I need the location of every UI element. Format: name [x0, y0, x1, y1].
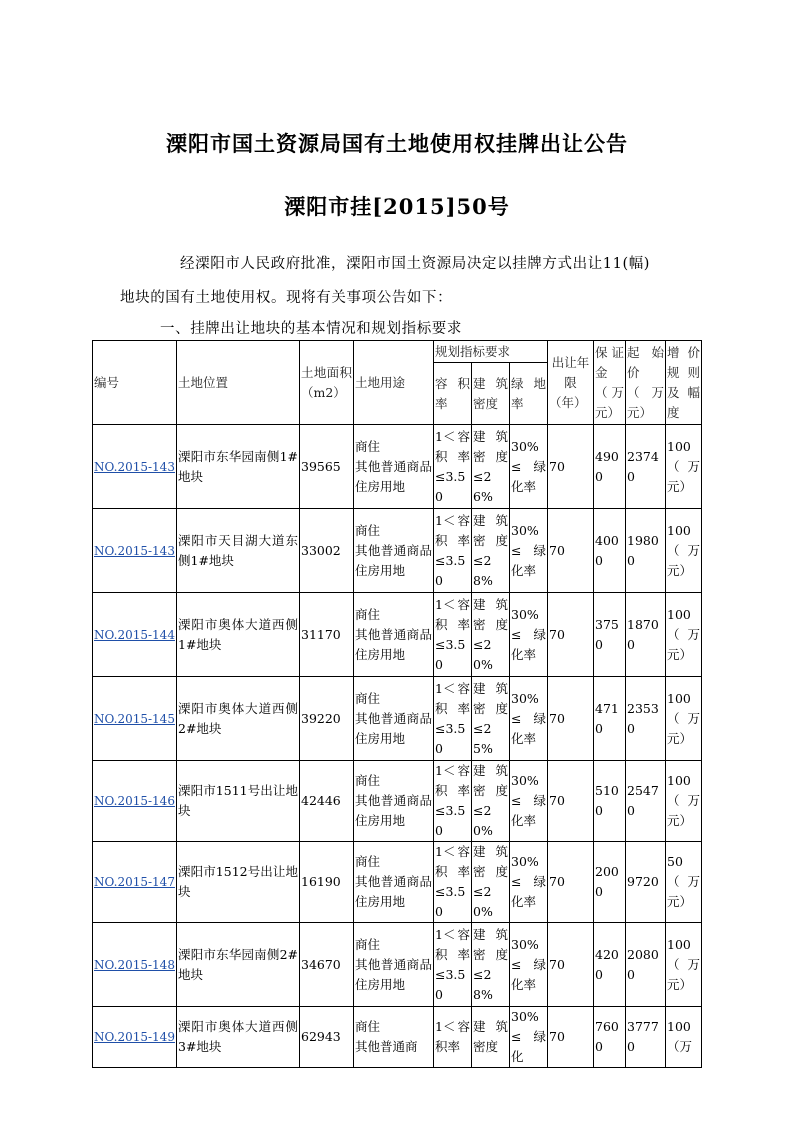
row-area: 42446	[300, 761, 354, 842]
row-use-type: 商住	[355, 773, 381, 788]
row-area: 62943	[300, 1007, 354, 1068]
row-increment: 100（万元）	[666, 923, 702, 1007]
header-area: 土地面积（m2）	[300, 341, 354, 425]
row-far: 1＜容积率≤3.50	[434, 842, 472, 923]
table-row	[93, 761, 702, 842]
row-use-detail: 其他普通商品住房用地	[355, 793, 432, 828]
row-far: 1＜容积率≤3.50	[434, 509, 472, 593]
row-green: 30%≤绿化率	[510, 593, 548, 677]
row-location: 溧阳市东华园南侧1#地块	[177, 425, 300, 509]
table-row	[93, 509, 702, 593]
row-location: 溧阳市奥体大道西侧1#地块	[177, 593, 300, 677]
row-density: 建筑密度	[472, 1007, 510, 1068]
intro-line-2: 地块的国有土地使用权。现将有关事项公告如下：	[120, 290, 453, 306]
row-id-link[interactable]: NO.2015-145	[94, 711, 175, 726]
document-number: 溧阳市挂[2015]50号	[284, 194, 510, 219]
row-area: 39220	[300, 677, 354, 761]
row-term: 70	[548, 842, 594, 923]
row-start-price: 9720	[626, 842, 666, 923]
row-green: 30%≤绿化	[510, 1007, 548, 1068]
row-density: 建筑密度≤20%	[472, 761, 510, 842]
row-area: 31170	[300, 593, 354, 677]
row-id-link[interactable]: NO.2015-149	[94, 1030, 175, 1044]
row-far: 1＜容积率≤3.50	[434, 425, 472, 509]
table-row	[93, 425, 702, 509]
row-id-cell	[93, 509, 177, 593]
row-id-cell	[93, 593, 177, 677]
header-planning: 规划指标要求	[434, 341, 548, 363]
row-use-detail: 其他普通商品住房用地	[355, 542, 432, 578]
row-use-cell	[354, 509, 434, 593]
row-term: 70	[548, 761, 594, 842]
row-area: 16190	[300, 842, 354, 923]
row-start-price: 25470	[626, 761, 666, 842]
header-start-price: 起始价（万元）	[626, 341, 666, 425]
row-id-cell	[93, 761, 177, 842]
row-use-type: 商住	[355, 936, 381, 952]
row-density: 建筑密度≤26%	[472, 425, 510, 509]
row-start-price: 37770	[626, 1007, 666, 1068]
row-use-type: 商住	[355, 1019, 381, 1034]
row-location: 溧阳市奥体大道西侧3#地块	[177, 1007, 300, 1068]
row-id-cell	[93, 842, 177, 923]
row-location: 溧阳市奥体大道西侧2#地块	[177, 677, 300, 761]
row-increment: 100（万元）	[666, 425, 702, 509]
row-id-cell	[93, 923, 177, 1007]
header-location: 土地位置	[177, 341, 300, 425]
row-green: 30%≤绿化率	[510, 923, 548, 1007]
row-far: 1＜容积率≤3.50	[434, 923, 472, 1007]
row-increment: 100（万元）	[666, 593, 702, 677]
row-increment: 50（万元）	[666, 842, 702, 923]
header-term: 出让年限（年）	[548, 341, 594, 425]
row-increment: 100（万元）	[666, 761, 702, 842]
row-start-price: 23530	[626, 677, 666, 761]
section-heading: 一、挂牌出让地块的基本情况和规划指标要求	[160, 321, 462, 337]
row-use-detail: 其他普通商	[355, 1039, 418, 1054]
row-use-cell	[354, 425, 434, 509]
header-deposit: 保证金（万元）	[594, 341, 626, 425]
table-row	[93, 593, 702, 677]
row-use-type: 商住	[355, 690, 381, 706]
document-title: 溧阳市国土资源局国有土地使用权挂牌出让公告	[166, 131, 628, 156]
row-id-cell	[93, 1007, 177, 1068]
row-start-price: 18700	[626, 593, 666, 677]
row-id-link[interactable]: NO.2015-147	[94, 875, 175, 889]
row-id-link[interactable]: NO.2015-146	[94, 794, 175, 808]
row-far: 1＜容积率	[434, 1007, 472, 1068]
row-start-price: 20800	[626, 923, 666, 1007]
row-term: 70	[548, 1007, 594, 1068]
row-start-price: 23740	[626, 425, 666, 509]
row-use-cell	[354, 677, 434, 761]
row-increment: 100（万元）	[666, 509, 702, 593]
row-deposit: 2000	[594, 842, 626, 923]
row-use-type: 商住	[355, 522, 381, 538]
table-row	[93, 923, 702, 1007]
row-deposit: 4900	[594, 425, 626, 509]
row-use-cell	[354, 761, 434, 842]
row-density: 建筑密度≤20%	[472, 842, 510, 923]
row-id-link[interactable]: NO.2015-148	[94, 957, 175, 972]
row-far: 1＜容积率≤3.50	[434, 761, 472, 842]
row-location: 溧阳市1512号出让地块	[177, 842, 300, 923]
row-density: 建筑密度≤28%	[472, 923, 510, 1007]
row-use-cell	[354, 842, 434, 923]
row-deposit: 4710	[594, 677, 626, 761]
table-row	[93, 1007, 702, 1068]
row-density: 建筑密度≤25%	[472, 677, 510, 761]
row-use-type: 商住	[355, 606, 381, 622]
row-location: 溧阳市1511号出让地块	[177, 761, 300, 842]
row-far: 1＜容积率≤3.50	[434, 593, 472, 677]
row-term: 70	[548, 923, 594, 1007]
row-id-cell	[93, 677, 177, 761]
row-area: 33002	[300, 509, 354, 593]
row-use-detail: 其他普通商品住房用地	[355, 458, 432, 494]
row-density: 建筑密度≤28%	[472, 509, 510, 593]
header-increment: 增价规则及幅度	[666, 341, 702, 425]
row-green: 30%≤绿化率	[510, 761, 548, 842]
row-location: 溧阳市天目湖大道东侧1#地块	[177, 509, 300, 593]
intro-line-1: 经溧阳市人民政府批准，溧阳市国土资源局决定以挂牌方式出让11(幅)	[180, 256, 651, 272]
row-green: 30%≤绿化率	[510, 509, 548, 593]
row-increment: 100（万元）	[666, 677, 702, 761]
row-use-cell	[354, 1007, 434, 1068]
row-density: 建筑密度≤20%	[472, 593, 510, 677]
row-increment: 100（万	[666, 1007, 702, 1068]
row-start-price: 19800	[626, 509, 666, 593]
row-area: 34670	[300, 923, 354, 1007]
header-density: 建筑密度	[472, 363, 510, 425]
header-id: 编号	[93, 341, 177, 425]
table-row	[93, 677, 702, 761]
row-term: 70	[548, 593, 594, 677]
table-row	[93, 842, 702, 923]
row-use-detail: 其他普通商品住房用地	[355, 626, 432, 662]
row-deposit: 5100	[594, 761, 626, 842]
row-use-detail: 其他普通商品住房用地	[355, 710, 432, 746]
row-id-cell	[93, 425, 177, 509]
row-term: 70	[548, 425, 594, 509]
row-id-link[interactable]: NO.2015-144	[94, 627, 175, 642]
row-use-type: 商住	[355, 438, 381, 454]
row-term: 70	[548, 509, 594, 593]
row-deposit: 4200	[594, 923, 626, 1007]
row-green: 30%≤绿化率	[510, 425, 548, 509]
header-use: 土地用途	[354, 341, 434, 425]
row-deposit: 3750	[594, 593, 626, 677]
row-area: 39565	[300, 425, 354, 509]
header-far: 容积率	[434, 363, 472, 425]
row-use-type: 商住	[355, 854, 381, 869]
row-green: 30%≤绿化率	[510, 842, 548, 923]
row-deposit: 7600	[594, 1007, 626, 1068]
header-green: 绿地率	[510, 363, 548, 425]
row-use-detail: 其他普通商品住房用地	[355, 874, 432, 909]
row-location: 溧阳市东华园南侧2#地块	[177, 923, 300, 1007]
row-deposit: 4000	[594, 509, 626, 593]
row-far: 1＜容积率≤3.50	[434, 677, 472, 761]
row-green: 30%≤绿化率	[510, 677, 548, 761]
row-term: 70	[548, 677, 594, 761]
row-id-link[interactable]: NO.2015-143	[94, 543, 175, 558]
land-parcel-table	[92, 340, 702, 1068]
row-use-cell	[354, 593, 434, 677]
row-id-link[interactable]: NO.2015-143	[94, 459, 175, 474]
row-use-cell	[354, 923, 434, 1007]
row-use-detail: 其他普通商品住房用地	[355, 956, 432, 992]
